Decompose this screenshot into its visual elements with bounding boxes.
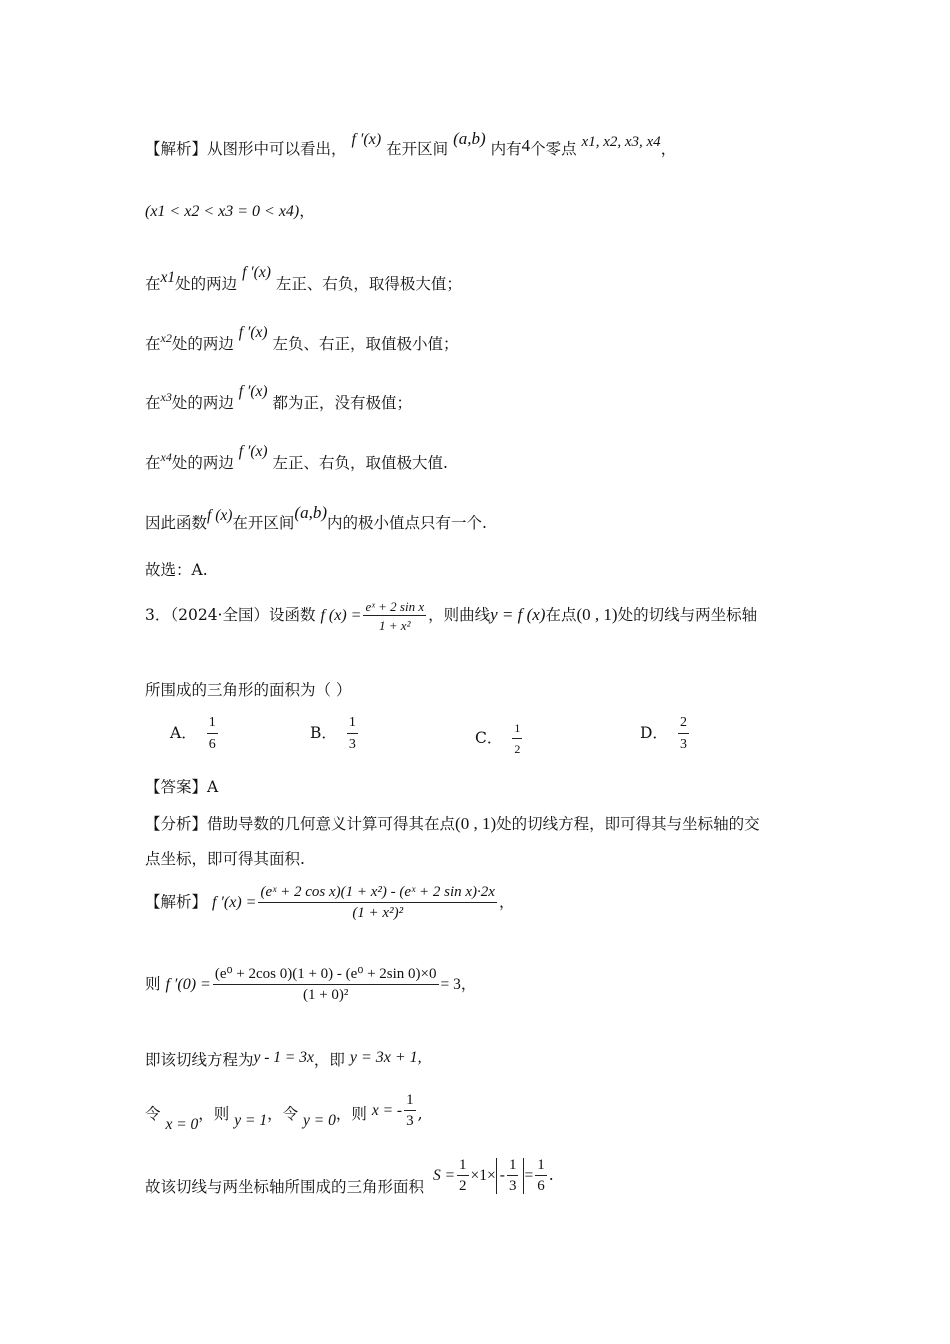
text: ，即	[313, 1051, 345, 1069]
text: 内的极小值点只有一个.	[327, 514, 487, 532]
text: 在	[145, 454, 161, 472]
numerator: 1	[535, 1158, 547, 1176]
text: ,	[417, 1105, 423, 1123]
f-fraction	[363, 600, 426, 632]
f-lhs: f (x) =	[320, 607, 362, 624]
text: 在开区间	[232, 514, 295, 532]
option-fraction	[347, 715, 358, 753]
abs-fraction	[507, 1158, 519, 1194]
f-prime-expr: f ′(x)	[242, 264, 271, 281]
text: 左负、右正，取值极小值；	[272, 335, 459, 353]
numerator: 1	[507, 1158, 519, 1176]
option-fraction	[207, 715, 218, 753]
option-label: B．	[310, 724, 337, 742]
numerator: 1	[404, 1093, 416, 1111]
text: 在	[145, 275, 161, 293]
text: 处的两边	[171, 335, 234, 353]
extremum-line-3	[145, 383, 413, 412]
zero-count: 4	[521, 136, 531, 155]
interval-expr: (a,b)	[294, 503, 327, 522]
abs-value	[496, 1158, 525, 1194]
deriv-lhs: f ′(x) =	[211, 894, 257, 911]
answer-line: 【答案】A	[145, 778, 219, 796]
analysis-line	[145, 815, 760, 833]
text: 令	[145, 1105, 161, 1123]
text: 处的两边	[171, 394, 234, 412]
question-3	[145, 600, 757, 632]
var-expr: x2	[160, 331, 172, 345]
text: 处的切线与两坐标轴	[617, 606, 758, 624]
equals: =	[524, 1167, 534, 1184]
analysis-line-1	[145, 129, 677, 158]
numerator: 1	[512, 721, 522, 739]
x0-expr: x = 0	[165, 1116, 199, 1133]
f0-lhs: f ′(0) =	[165, 976, 211, 993]
option-label: A．	[170, 724, 197, 742]
var-expr: x4	[160, 450, 172, 464]
option-d	[640, 715, 691, 753]
extremum-line-1	[145, 264, 462, 293]
option-c	[475, 721, 524, 757]
denominator: 3	[348, 737, 356, 752]
text: 则	[145, 975, 161, 993]
text: 个零点	[530, 140, 577, 158]
text: 因此函数	[145, 514, 208, 532]
f-numerator: eˣ + 2 sin x	[365, 599, 425, 614]
times-text: ×1×	[470, 1167, 496, 1184]
text: 即该切线方程为	[145, 1051, 254, 1069]
point-expr: (0 , 1)	[455, 814, 497, 833]
f0-denominator: (1 + 0)²	[302, 987, 349, 1003]
option-label: D．	[640, 724, 668, 742]
choice-line: 故选：A.	[145, 561, 208, 579]
analysis-line-2: 点坐标，即可得其面积.	[145, 850, 305, 868]
option-fraction	[512, 721, 522, 757]
solution-label: 【解析】	[145, 893, 208, 911]
f-prime-expr: f ′(x)	[238, 443, 268, 460]
f-prime-expr: f ′(x)	[351, 131, 382, 148]
interval-expr: (a,b)	[453, 129, 486, 148]
f-expr: f (x)	[207, 507, 233, 524]
option-label: C．	[475, 729, 503, 747]
extremum-line-2	[145, 324, 459, 353]
text: 处的两边	[175, 275, 238, 293]
derivative-line	[145, 885, 514, 921]
inequality-expr: (x1 < x2 < x3 = 0 < x4)	[145, 203, 300, 220]
tangent-eq-2: y = 3x + 1,	[349, 1049, 422, 1066]
f0-rhs: = 3，	[440, 976, 477, 993]
x-lhs: x = -	[371, 1102, 403, 1119]
f-prime-expr: f ′(x)	[238, 324, 268, 341]
f0-numerator: (e⁰ + 2cos 0)(1 + 0) - (e⁰ + 2sin 0)×0	[213, 967, 439, 985]
option-fraction	[678, 715, 689, 753]
minus-sign: -	[499, 1167, 505, 1184]
text: ，则曲线	[428, 606, 491, 624]
denominator: 2	[459, 1178, 467, 1194]
text: ，则	[198, 1105, 230, 1123]
text: 内有	[490, 140, 522, 158]
numerator: 1	[457, 1158, 469, 1176]
question-number: 3．（2024·全国）设函数	[145, 606, 316, 624]
denominator: 6	[208, 737, 216, 752]
conclusion-line	[145, 503, 487, 532]
f-prime-expr: f ′(x)	[238, 383, 268, 400]
deriv-fraction	[258, 885, 497, 921]
text: 处的切线方程，即可得其与坐标轴的交	[496, 815, 760, 833]
zeros-list: x1, x2, x3, x4	[581, 134, 661, 150]
numerator: 1	[347, 715, 358, 734]
text: 在开区间	[386, 140, 449, 158]
var-expr: x3	[160, 390, 172, 404]
half-fraction	[457, 1158, 469, 1194]
point-expr: (0 , 1)	[576, 605, 618, 624]
text: 在	[145, 335, 161, 353]
option-b	[310, 715, 360, 753]
option-a	[170, 715, 220, 753]
deriv-numerator: (eˣ + 2 cos x)(1 + x²) - (eˣ + 2 sin x)·2x	[258, 885, 497, 903]
denominator: 2	[514, 742, 521, 756]
x-fraction	[404, 1093, 416, 1129]
text: 从图形中可以看出，	[207, 140, 347, 158]
text: .	[548, 1166, 554, 1184]
y0-expr: y = 0	[303, 1112, 336, 1129]
denominator: 3	[679, 737, 687, 752]
area-line	[145, 1158, 554, 1194]
text: 左正、右负，取值极大值.	[272, 454, 448, 472]
text: 处的两边	[171, 454, 234, 472]
numerator: 2	[678, 715, 689, 734]
text: ，	[299, 202, 315, 220]
f-denominator: 1 + x²	[379, 618, 411, 633]
text: 借助导数的几何意义计算可得其在点	[207, 815, 456, 833]
analysis-line-2	[145, 204, 315, 220]
question-3-cont: 所围成的三角形的面积为（ ）	[145, 681, 352, 699]
y1-expr: y = 1	[234, 1112, 268, 1129]
tangent-eq-1: y - 1 = 3x	[253, 1049, 314, 1066]
text: 左正、右负，取得极大值；	[275, 275, 462, 293]
deriv-denominator: (1 + x²)²	[352, 905, 404, 921]
denominator: 3	[508, 1178, 517, 1195]
tangent-line	[145, 1049, 422, 1069]
text: 都为正，没有极值；	[272, 394, 413, 412]
analysis-label: 【解析】	[145, 140, 208, 158]
result-fraction	[535, 1158, 547, 1194]
intercepts-line	[145, 1092, 423, 1133]
numerator: 1	[207, 715, 218, 734]
denominator: 3	[406, 1113, 414, 1129]
text: ，	[498, 893, 515, 911]
area-s: S =	[432, 1167, 456, 1184]
text: ，则	[335, 1105, 367, 1123]
var-expr: x1	[160, 269, 176, 286]
f0-fraction	[213, 967, 439, 1003]
text: 在	[145, 394, 161, 412]
text: ，	[660, 140, 677, 158]
text: 在点	[545, 606, 577, 624]
f0-line	[145, 967, 476, 1003]
curve-expr: y = f (x)	[490, 605, 546, 624]
extremum-line-4	[145, 443, 448, 472]
analysis-label: 【分析】	[145, 815, 208, 833]
denominator: 6	[537, 1178, 545, 1194]
text: ，令	[267, 1105, 299, 1123]
text: 故该切线与两坐标轴所围成的三角形面积	[145, 1178, 425, 1196]
